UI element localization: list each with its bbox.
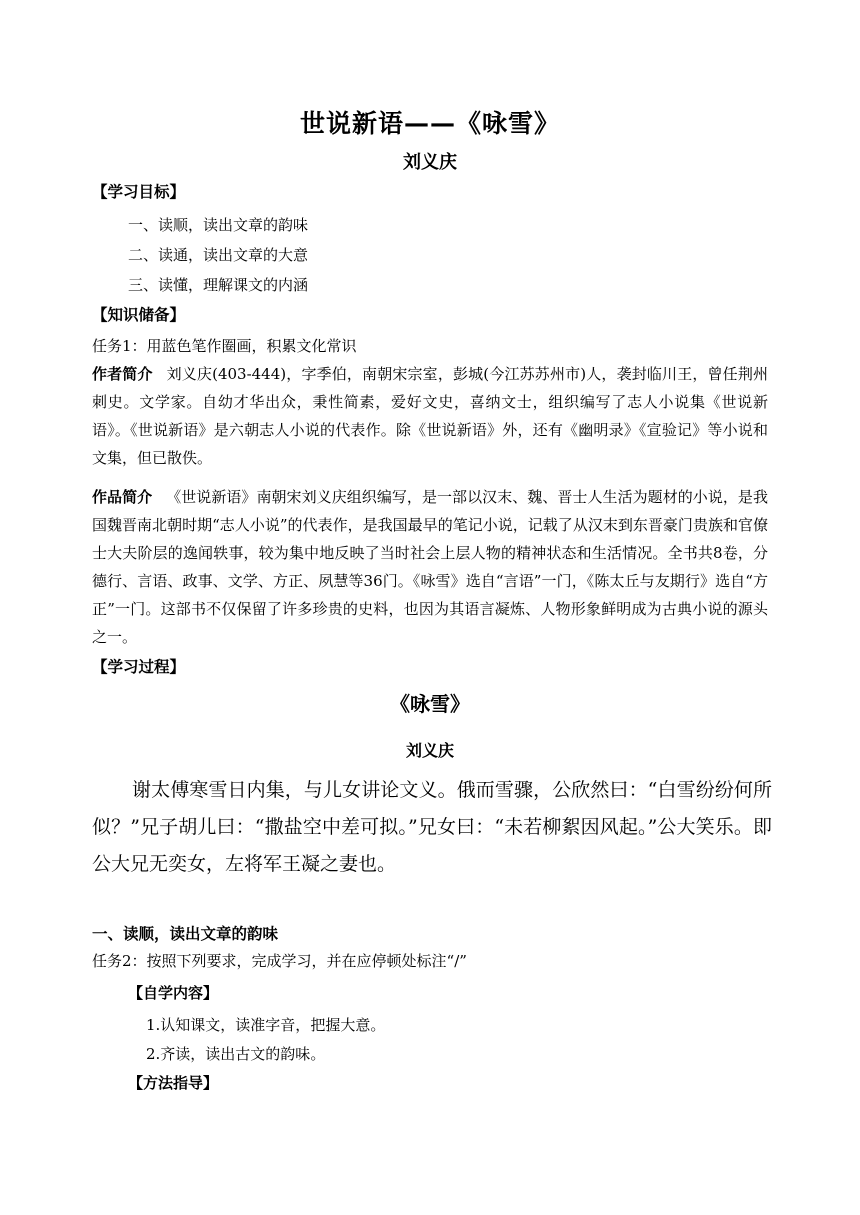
author-intro-label: 作者简介 (92, 365, 153, 383)
author-intro (92, 360, 768, 472)
document-author: 刘义庆 (403, 152, 457, 173)
self-study-heading: 【自学内容】 (128, 984, 219, 1002)
self-study-item-1: 1.认知课文，读准字音，把握大意。 (146, 1016, 386, 1034)
goal-item-2: 二、读通，读出文章的大意 (128, 246, 309, 264)
process-heading: 【学习过程】 (92, 658, 186, 676)
knowledge-heading: 【知识储备】 (92, 306, 186, 324)
work-intro (92, 483, 768, 651)
self-study-item-2: 2.齐读，读出古文的韵味。 (146, 1045, 326, 1063)
goal-item-1: 一、读顺，读出文章的韵味 (128, 216, 309, 234)
author-intro-text: 刘义庆(403-444)，字季伯，南朝宋宗室，彭城(今江苏苏州市)人，袭封临川王，曾任荆州刺史。文学家。自幼才华出众，秉性简素，爱好文史，喜纳文士，组织编写了志人小说集《世说新语》。《世说新语》是六朝志人小说的代表作。除《世说新语》外，还有《幽明录》《宣验记》等小说和文集，但已散佚。 (92, 365, 768, 467)
poem-text: 谢太傅寒雪日内集，与儿女讲论文义。俄而雪骤，公欣然曰：“白雪纷纷何所似？”兄子胡儿曰：“撒盐空中差可拟。”兄女曰：“未若柳絮因风起。”公大笑乐。即公大兄无奕女，左将军王凝之妻也。 (92, 779, 772, 875)
poem-author: 刘义庆 (405, 741, 454, 760)
task-2: 任务2：按照下列要求，完成学习，并在应停顿处标注“/” (92, 952, 467, 970)
work-intro-text: 《世说新语》南朝宋刘义庆组织编写，是一部以汉末、魏、晋士人生活为题材的小说，是我国魏晋南北朝时期“志人小说”的代表作，是我国最早的笔记小说，记载了从汉末到东晋豪门贵族和官僚士大夫阶层的逸闻轶事，较为集中地反映了当时社会上层人物的精神状态和生活情况。全书共8卷，分德行、言语、政事、文学、方正、夙慧等36门。《咏雪》选自“言语”一门，《陈太丘与友期行》选自“方正”一门。这部书不仅保留了许多珍贵的史料，也因为其语言凝炼、人物形象鲜明成为古典小说的源头之一。 (92, 488, 768, 646)
goal-item-3: 三、读懂，理解课文的内涵 (128, 276, 309, 294)
task-1: 任务1：用蓝色笔作圈画，积累文化常识 (92, 337, 357, 355)
work-intro-label: 作品简介 (92, 488, 153, 506)
method-heading: 【方法指导】 (128, 1074, 219, 1092)
part1-heading: 一、读顺，读出文章的韵味 (92, 925, 279, 943)
poem-title: 《咏雪》 (390, 692, 470, 716)
goals-heading: 【学习目标】 (92, 183, 186, 201)
document-title: 世说新语——《咏雪》 (299, 109, 560, 138)
